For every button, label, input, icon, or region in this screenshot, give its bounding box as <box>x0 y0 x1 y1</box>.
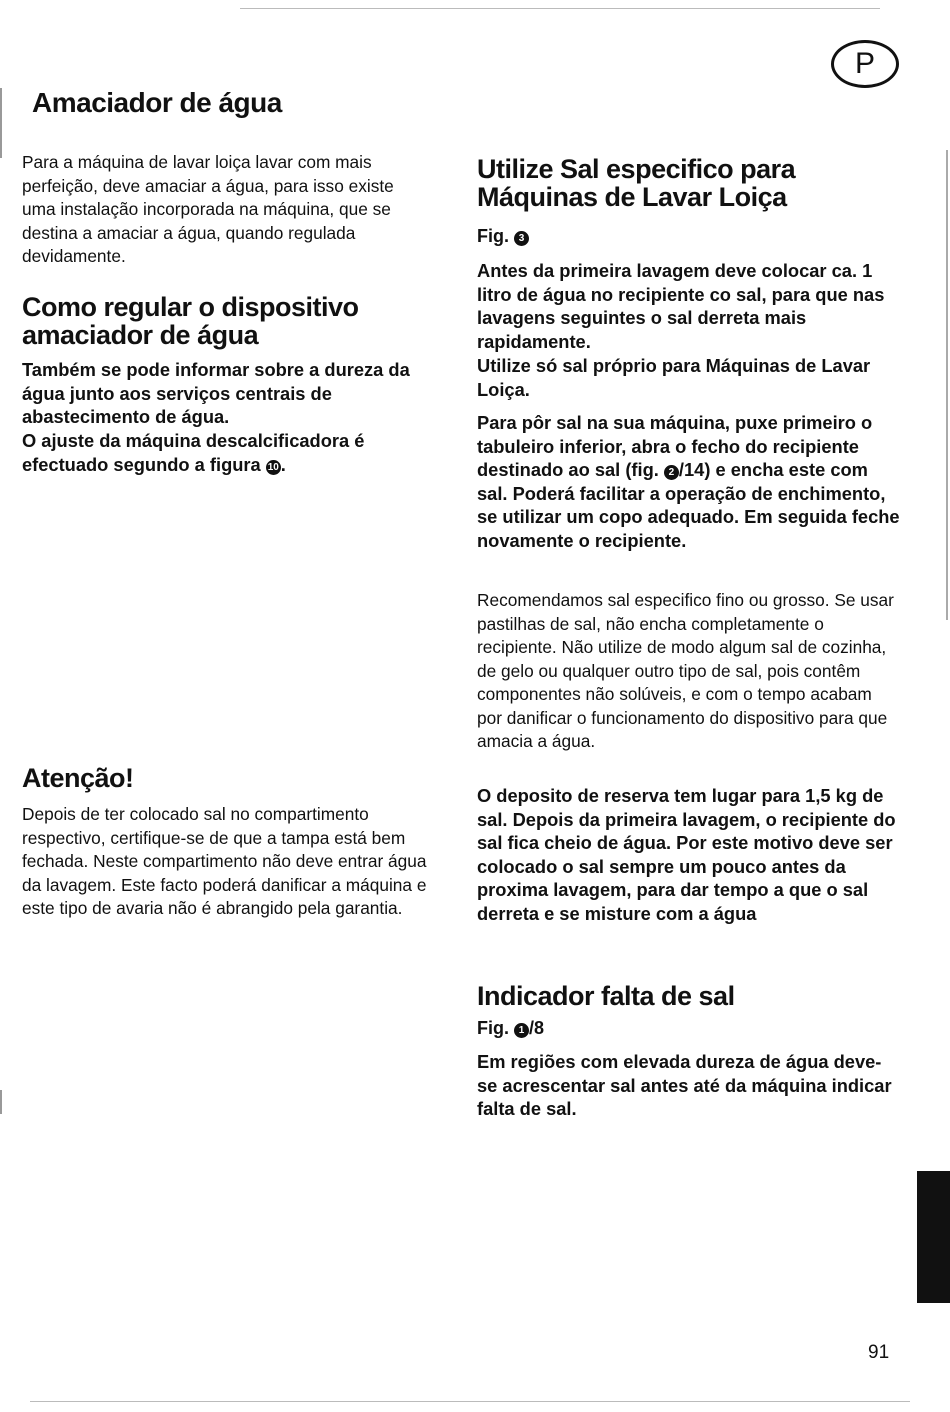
left-edge-mark-2 <box>0 1090 2 1114</box>
figure-ref-icon: 2 <box>664 465 679 480</box>
figure-ref-icon: 10 <box>267 461 279 473</box>
figure-label-text: Fig. <box>477 226 509 246</box>
use-salt-recommendation: Recomendamos sal especifico fino ou grosso. Se usar pastilhas de sal, não encha completamente o recipiente. Não utilize de modo algum sal de cozinha, de gelo ou qualquer outro tipo de sal, pois contêm componentes não solúveis, e com o tempo acabam por danificar o funcionamento do dispositivo para que amacia a água. <box>477 590 894 751</box>
adjust-bold-2-end: . <box>280 453 286 475</box>
use-salt-bold-3-text: Para pôr sal na sua máquina, puxe primeiro o tabuleiro inferior, abra o fecho do recipiente destinado ao sal (fig. <box>477 412 873 480</box>
adjust-title-line-2: amaciador de água <box>22 320 259 350</box>
adjust-title-line-1: Como regular o dispositivo <box>22 292 359 322</box>
left-edge-mark <box>0 88 2 158</box>
adjust-bold-2-text: O ajuste da máquina descalcificadora é efectuado segundo a figura <box>22 430 365 475</box>
language-badge-letter: P <box>854 47 875 80</box>
section-thumb-tab <box>917 1171 950 1303</box>
figure-label <box>477 1016 544 1040</box>
use-salt-bold-paragraph-1: Antes da primeira lavagem deve colocar ca. 1 litro de água no recipiente co sal, para que nas lavagens seguintes o sal derreta mais rapidamente. <box>477 260 885 352</box>
language-badge <box>831 40 899 88</box>
figure-label-text: Fig. <box>477 1018 509 1038</box>
figure-ref-suffix: /8 <box>529 1018 545 1038</box>
figure-label <box>477 224 529 248</box>
figure-ref-icon: 1 <box>514 1023 529 1038</box>
section-title-attention: Atenção! <box>22 763 134 793</box>
section-title-adjust-softener <box>22 293 432 349</box>
page-number: 91 <box>868 1342 890 1363</box>
bottom-scan-line <box>30 1401 910 1402</box>
use-salt-bold-paragraph-4: O deposito de reserva tem lugar para 1,5 kg de sal. Depois da primeira lavagem, o recipiente do sal fica cheio de água. Por este motivo deve ser colocado o sal sempre um pouco antes da proxima lavagem, para dar tempo a que o sal derreta e se misture com a água <box>477 785 896 924</box>
section-title-salt-indicator: Indicador falta de sal <box>477 981 735 1011</box>
section-title-use-salt <box>477 155 907 211</box>
salt-indicator-paragraph: Em regiões com elevada dureza de água deve-se acrescentar sal antes até da máquina indicar falta de sal. <box>477 1051 892 1119</box>
use-salt-title-line-2: Máquinas de Lavar Loiça <box>477 182 787 212</box>
water-softener-intro: Para a máquina de lavar loiça lavar com mais perfeição, deve amaciar a água, para isso existe uma instalação incorporada na máquina, que se destina a amaciar a água, quando regulada devidamente. <box>22 152 394 266</box>
use-salt-bold-3-end: /14) e encha este com sal. Poderá facilitar a operação de enchimento, se utilizar um copo adequado. Em seguida feche novamente o recipiente. <box>477 459 900 551</box>
right-edge-mark <box>946 150 948 620</box>
use-salt-bold-paragraph-3 <box>477 411 902 552</box>
adjust-bold-paragraph-1: Também se pode informar sobre a dureza da água junto aos serviços centrais de abastecimento de água. <box>22 359 410 427</box>
figure-ref-icon: 3 <box>514 231 529 246</box>
adjust-bold-paragraph-2 <box>22 429 432 476</box>
use-salt-bold-paragraph-2: Utilize só sal próprio para Máquinas de Lavar Loiça. <box>477 355 871 400</box>
attention-paragraph: Depois de ter colocado sal no compartimento respectivo, certifique-se de que a tampa está bem fechada. Neste compartimento não deve entrar água da lavagem. Este facto poderá danificar a máquina e este tipo de avaria não é abrangido pela garantia. <box>22 804 427 918</box>
use-salt-title-line-1: Utilize Sal especifico para <box>477 154 796 184</box>
top-scan-line <box>240 8 880 9</box>
section-title-water-softener: Amaciador de água <box>32 87 282 118</box>
